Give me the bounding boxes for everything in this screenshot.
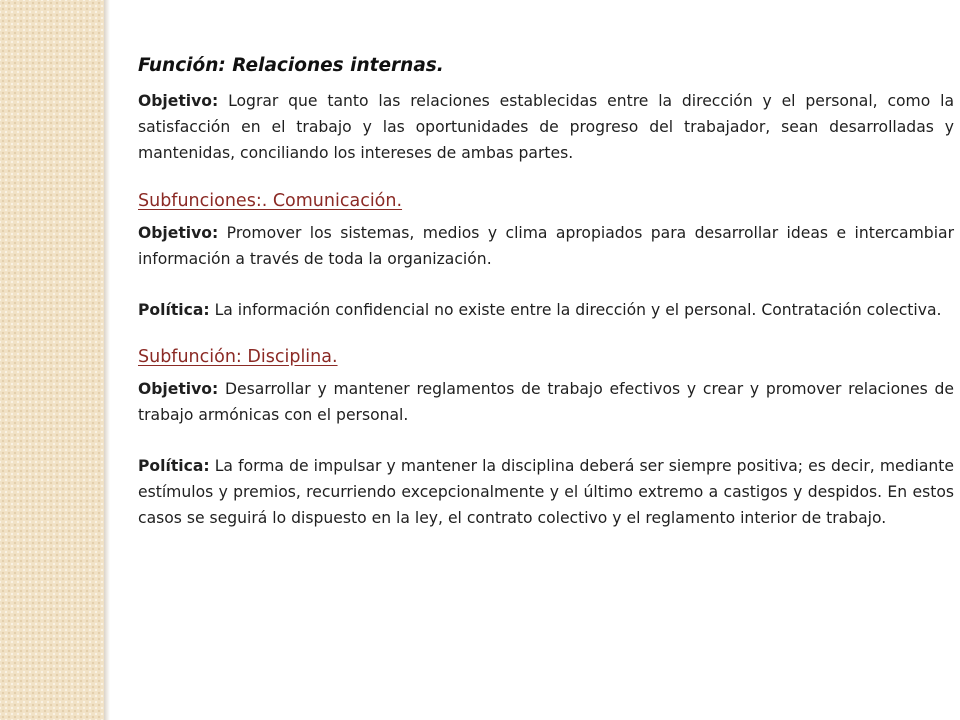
objective-text: Promover los sistemas, medios y clima apropiados para desarrollar ideas e intercambiar información a través de toda la organización. (138, 224, 954, 268)
section-heading-communication: Subfunciones:. Comunicación. (138, 191, 403, 211)
policy-text: La información confidencial no existe entre la dirección y el personal. Contratación colectiva. (209, 301, 942, 319)
discipline-policy-paragraph (138, 453, 954, 531)
slide-content (138, 52, 954, 531)
policy-label: Política: (138, 457, 210, 475)
policy-text: La forma de impulsar y mantener la disciplina deberá ser siempre positiva; es decir, mediante estímulos y premios, recurriendo excepcionalmente y el último extremo a castigos y despidos. En estos casos se seguirá lo dispuesto en la ley, el contrato colectivo y el reglamento interior de trabajo. (138, 457, 954, 527)
communication-objective-paragraph (138, 220, 954, 272)
communication-policy-paragraph (138, 297, 954, 323)
discipline-objective-paragraph (138, 376, 954, 428)
section-heading-discipline: Subfunción: Disciplina. (138, 347, 338, 367)
page-title: Función: Relaciones internas. (138, 55, 444, 76)
objective-label: Objetivo: (138, 224, 219, 242)
decorative-side-band (0, 0, 104, 720)
policy-label: Política: (138, 301, 210, 319)
objective-label: Objetivo: (138, 380, 219, 398)
side-band-shadow (104, 0, 110, 720)
objective-text: Lograr que tanto las relaciones establecidas entre la dirección y el personal, como la satisfacción en el trabajo y las oportunidades de progreso del trabajador, sean desarrolladas y mantenidas, conciliando los intereses de ambas partes. (138, 92, 954, 162)
objective-text: Desarrollar y mantener reglamentos de trabajo efectivos y crear y promover relaciones de trabajo armónicas con el personal. (138, 380, 954, 424)
objective-label: Objetivo: (138, 92, 219, 110)
intro-objective-paragraph (138, 88, 954, 166)
